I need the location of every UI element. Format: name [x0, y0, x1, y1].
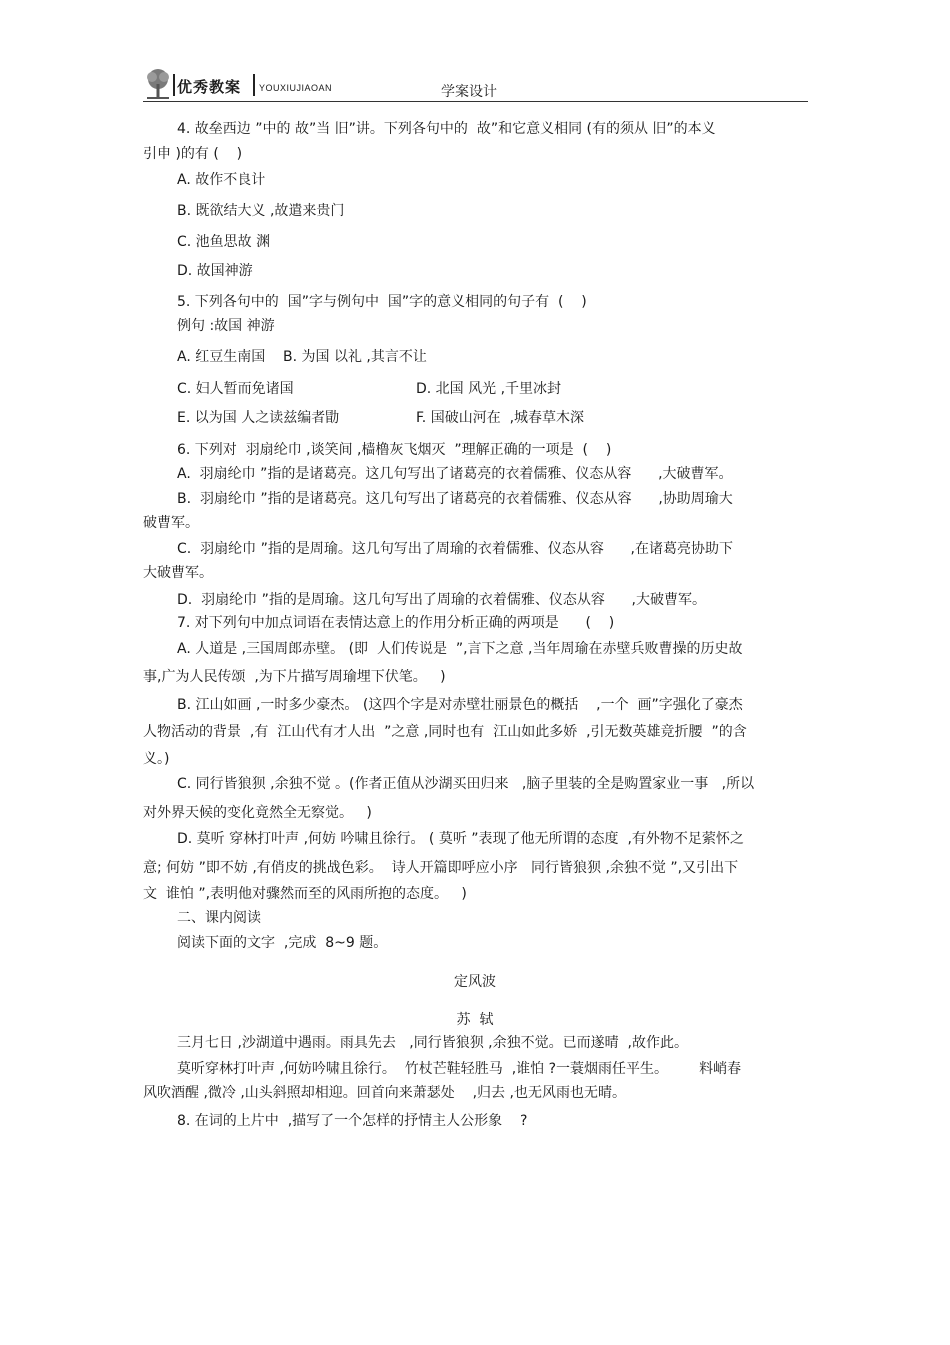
header-separator — [253, 74, 255, 96]
question-8-stem: 8. 在词的上片中 ,描写了一个怎样的抒情主人公形象 ? — [177, 1113, 528, 1129]
brand-title: 优秀教案 — [177, 78, 242, 96]
poem-author: 苏 轼 — [456, 1012, 494, 1028]
question-4-stem-cont: 引申 )的有 ( ) — [143, 146, 243, 162]
q4-option-d: D. 故国神游 — [177, 263, 253, 279]
q6-option-b: B. 羽扇纶巾 ”指的是诸葛亮。这几句写出了诸葛亮的衣着儒雅、仪态从容 ,协助周瑜大 — [177, 491, 733, 507]
q5-option-d: D. 北国 风光 ,千里冰封 — [416, 381, 562, 397]
q5-option-e: E. 以为国 人之读兹编者勖 — [177, 410, 340, 426]
header-subtitle: 学案设计 — [441, 84, 497, 100]
poem-title: 定风波 — [454, 974, 496, 990]
q5-option-c: C. 妇人暂而免诸国 — [177, 381, 294, 397]
q4-option-c: C. 池鱼思故 渊 — [177, 234, 271, 250]
reading-instruction: 阅读下面的文字 ,完成 8~9 题。 — [177, 935, 388, 951]
q7-option-a: A. 人道是 ,三国周郎赤壁。 (即 人们传说是 ”,言下之意 ,当年周瑜在赤壁兵败曹操的历史故 — [177, 641, 743, 657]
poem-text-cont: 风吹酒醒 ,微冷 ,山头斜照却相迎。回首向来萧瑟处 ,归去 ,也无风雨也无晴。 — [143, 1085, 626, 1101]
q7-option-c: C. 同行皆狼狈 ,余独不觉 。(作者正值从沙湖买田归来 ,脑子里装的全是购置家业一事 ,所以 — [177, 776, 755, 792]
question-5-stem: 5. 下列各句中的 国”字与例句中 国”字的意义相同的句子有 ( ) — [177, 294, 587, 310]
q7-option-b: B. 江山如画 ,一时多少豪杰。 (这四个字是对赤壁壮丽景色的概括 ,一个 画”字强化了豪杰 — [177, 697, 743, 713]
q5-example: 例句 :故国 神游 — [177, 318, 275, 334]
q6-option-c: C. 羽扇纶巾 ”指的是周瑜。这几句写出了周瑜的衣着儒雅、仪态从容 ,在诸葛亮协助下 — [177, 541, 733, 557]
q6-option-d: D. 羽扇纶巾 ”指的是周瑜。这几句写出了周瑜的衣着儒雅、仪态从容 ,大破曹军。 — [177, 592, 706, 608]
q7-option-d-cont: 意; 何妨 ”即不妨 ,有俏皮的挑战色彩。 诗人开篇即呼应小序 同行皆狼狈 ,余独不觉 ”,又引出下 — [143, 860, 739, 876]
q6-option-c-cont: 大破曹军。 — [143, 565, 213, 581]
question-6-stem: 6. 下列对 羽扇纶巾 ,谈笑间 ,樯橹灰飞烟灭 ”理解正确的一项是 ( ) — [177, 442, 612, 458]
brand-english: YOUXIUJIAOAN — [259, 83, 333, 93]
poem-preface: 三月七日 ,沙湖道中遇雨。雨具先去 ,同行皆狼狈 ,余独不觉。已而遂晴 ,故作此。 — [177, 1035, 688, 1051]
question-4-stem: 4. 故垒西边 ”中的 故”当 旧”讲。下列各句中的 故”和它意义相同 (有的须从 旧”的本义 — [177, 121, 716, 137]
header-separator — [173, 74, 175, 96]
section-heading: 二、课内阅读 — [177, 910, 261, 926]
header-rule — [143, 101, 808, 102]
q7-option-d: D. 莫听 穿林打叶声 ,何妨 吟啸且徐行。 ( 莫听 ”表现了他无所谓的态度 ,有外物不足萦怀之 — [177, 831, 744, 847]
q7-option-d-cont2: 文 谁怕 ”,表明他对骤然而至的风雨所抱的态度。 ) — [143, 886, 467, 902]
q7-option-a-cont: 事,广为人民传颂 ,为下片描写周瑜埋下伏笔。 ) — [143, 669, 446, 685]
q5-option-ab: A. 红豆生南国 B. 为国 以礼 ,其言不让 — [177, 349, 427, 365]
poem-text: 莫听穿林打叶声 ,何妨吟啸且徐行。 竹杖芒鞋轻胜马 ,谁怕 ?一蓑烟雨任平生。 料峭春 — [177, 1061, 742, 1077]
q6-option-a: A. 羽扇纶巾 ”指的是诸葛亮。这几句写出了诸葛亮的衣着儒雅、仪态从容 ,大破曹军。 — [177, 466, 733, 482]
q6-option-b-cont: 破曹军。 — [143, 515, 199, 531]
q4-option-a: A. 故作不良计 — [177, 172, 266, 188]
q7-option-c-cont: 对外界天候的变化竟然全无察觉。 ) — [143, 805, 372, 821]
q5-option-f: F. 国破山河在 ,城春草木深 — [416, 410, 585, 426]
page-header — [143, 68, 808, 102]
q7-option-b-cont2: 义。) — [143, 751, 170, 767]
tree-logo-icon — [143, 68, 173, 100]
question-7-stem: 7. 对下列句中加点词语在表情达意上的作用分析正确的两项是 ( ) — [177, 615, 615, 631]
q7-option-b-cont: 人物活动的背景 ,有 江山代有才人出 ”之意 ,同时也有 江山如此多娇 ,引无数英雄竞折腰 ”的含 — [143, 724, 747, 740]
q4-option-b: B. 既欲结大义 ,故遣来贵门 — [177, 203, 345, 219]
